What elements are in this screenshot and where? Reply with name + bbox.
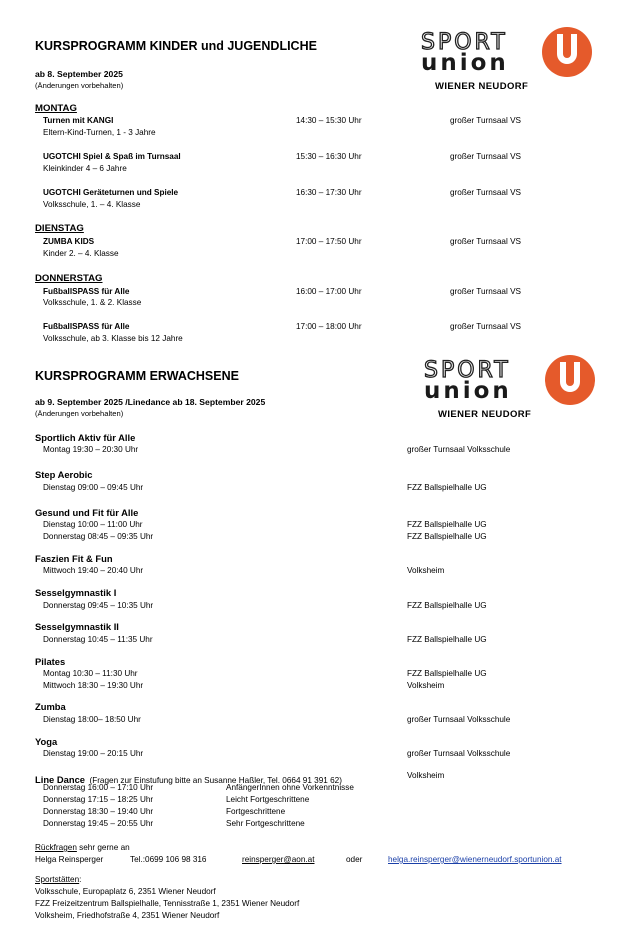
course-name: UGOTCHI Spiel & Spaß im Turnsaal [43, 152, 181, 161]
day-tuesday: DIENSTAG [35, 223, 84, 234]
union-u-icon [544, 354, 596, 406]
course-desc: Eltern-Kind-Turnen, 1 - 3 Jahre [43, 128, 156, 137]
course-desc: Volksschule, 1. & 2. Klasse [43, 298, 142, 307]
course-name: Pilates [35, 656, 66, 667]
adults-start-date: ab 9. September 2025 /Linedance ab 18. September 2025 [35, 397, 266, 407]
course-time: Dienstag 10:00 – 11:00 Uhr [43, 520, 143, 529]
venues-colon: : [79, 875, 82, 884]
course-desc: Kleinkinder 4 – 6 Jahre [43, 164, 127, 173]
venue-item: Volksschule, Europaplatz 6, 2351 Wiener Neudorf [35, 887, 216, 896]
course-name: Zumba [35, 701, 66, 712]
contact-heading [35, 843, 130, 852]
course-name: Sesselgymnastik II [35, 621, 119, 632]
course-name: ZUMBA KIDS [43, 237, 95, 246]
kids-title: KURSPROGRAMM KINDER und JUGENDLICHE [35, 39, 317, 53]
course-time: 14:30 – 15:30 Uhr [296, 116, 362, 125]
adults-note: (Änderungen vorbehalten) [35, 409, 124, 418]
union-u-icon [541, 26, 593, 78]
course-level: Leicht Fortgeschrittene [226, 795, 310, 804]
course-time: Donnerstag 17:15 – 18:25 Uhr [43, 795, 154, 804]
course-time: Donnerstag 08:45 – 09:35 Uhr [43, 532, 154, 541]
course-place: großer Turnsaal VS [450, 152, 521, 161]
course-name: UGOTCHI Geräteturnen und Spiele [43, 188, 179, 197]
linedance-info: (Fragen zur Einstufung bitte an Susanne Haßler, Tel. 0664 91 391 62) [89, 776, 342, 785]
course-desc: Volksschule, ab 3. Klasse bis 12 Jahre [43, 334, 183, 343]
contact-email-link[interactable]: reinsperger@aon.at [242, 855, 315, 864]
contact-name: Helga Reinsperger [35, 855, 104, 864]
course-time: 15:30 – 16:30 Uhr [296, 152, 362, 161]
course-time: 16:30 – 17:30 Uhr [296, 188, 362, 197]
course-name: Step Aerobic [35, 469, 93, 480]
venues-label: Sportstätten [35, 875, 80, 884]
course-name: Line Dance [35, 774, 86, 785]
course-name: Gesund und Fit für Alle [35, 507, 139, 518]
course-place: FZZ Ballspielhalle UG [407, 483, 487, 492]
venue-item: Volksheim, Friedhofstraße 4, 2351 Wiener Neudorf [35, 911, 220, 920]
course-name: Turnen mit KANGI [43, 116, 114, 125]
contact-label-rest: sehr gerne an [76, 843, 130, 852]
course-time: Donnerstag 10:45 – 11:35 Uhr [43, 635, 153, 644]
course-place: großer Turnsaal Volksschule [407, 715, 511, 724]
course-place: Volksheim [407, 771, 445, 780]
course-place: Volksheim [407, 566, 445, 575]
course-time: Donnerstag 18:30 – 19:40 Uhr [43, 807, 154, 816]
course-place: FZZ Ballspielhalle UG [407, 669, 487, 678]
adults-title: KURSPROGRAMM ERWACHSENE [35, 369, 239, 383]
course-level: Sehr Fortgeschrittene [226, 819, 305, 828]
course-place: FZZ Ballspielhalle UG [407, 601, 487, 610]
contact-or: oder [346, 855, 363, 864]
course-time: Mittwoch 18:30 – 19:30 Uhr [43, 681, 144, 690]
course-time: Donnerstag 16:00 – 17:10 Uhr [43, 783, 154, 792]
course-place: großer Turnsaal VS [450, 237, 521, 246]
sportunion-logo-top [421, 30, 596, 90]
logo-subtitle: WIENER NEUDORF [438, 409, 532, 420]
logo-union-text: union [424, 378, 512, 404]
logo-sport-text: SPORT [421, 30, 508, 55]
course-time: Mittwoch 19:40 – 20:40 Uhr [43, 566, 144, 575]
logo-subtitle: WIENER NEUDORF [435, 81, 529, 92]
course-time: Donnerstag 19:45 – 20:55 Uhr [43, 819, 154, 828]
venues-heading [35, 875, 81, 884]
course-place: großer Turnsaal Volksschule [407, 445, 511, 454]
sportunion-logo-adults [424, 358, 599, 418]
day-thursday: DONNERSTAG [35, 273, 103, 284]
course-place: großer Turnsaal VS [450, 322, 521, 331]
course-place: großer Turnsaal VS [450, 287, 521, 296]
course-place: großer Turnsaal VS [450, 188, 521, 197]
course-time: Dienstag 19:00 – 20:15 Uhr [43, 749, 144, 758]
kids-start-date: ab 8. September 2025 [35, 69, 123, 79]
logo-sport-text: SPORT [424, 358, 511, 383]
contact-email-link-2[interactable]: helga.reinsperger@wienerneudorf.sportunion.at [388, 855, 562, 864]
course-time: 16:00 – 17:00 Uhr [296, 287, 362, 296]
course-name: Sportlich Aktiv für Alle [35, 432, 136, 443]
course-time: Dienstag 09:00 – 09:45 Uhr [43, 483, 144, 492]
kids-note: (Änderungen vorbehalten) [35, 81, 124, 90]
course-level: Fortgeschrittene [226, 807, 286, 816]
course-name: FußballSPASS für Alle [43, 322, 130, 331]
course-place: FZZ Ballspielhalle UG [407, 520, 487, 529]
course-name: Yoga [35, 736, 58, 747]
course-desc: Volksschule, 1. – 4. Klasse [43, 200, 141, 209]
course-name: Faszien Fit & Fun [35, 553, 113, 564]
course-level: AnfängerInnen ohne Vorkenntnisse [226, 783, 354, 792]
course-time: Montag 19:30 – 20:30 Uhr [43, 445, 139, 454]
course-time: 17:00 – 18:00 Uhr [296, 322, 362, 331]
course-name: Sesselgymnastik I [35, 587, 117, 598]
contact-label: Rückfragen [35, 843, 77, 852]
course-time: 17:00 – 17:50 Uhr [296, 237, 362, 246]
contact-phone: Tel.:0699 106 98 316 [130, 855, 207, 864]
venue-item: FZZ Freizeitzentrum Ballspielhalle, Tennisstraße 1, 2351 Wiener Neudorf [35, 899, 300, 908]
course-place: großer Turnsaal Volksschule [407, 749, 511, 758]
day-monday: MONTAG [35, 103, 77, 114]
course-place: großer Turnsaal VS [450, 116, 521, 125]
course-desc: Kinder 2. – 4. Klasse [43, 249, 119, 258]
course-place: FZZ Ballspielhalle UG [407, 532, 487, 541]
course-time: Donnerstag 09:45 – 10:35 Uhr [43, 601, 154, 610]
course-time: Dienstag 18:00– 18:50 Uhr [43, 715, 141, 724]
course-place: FZZ Ballspielhalle UG [407, 635, 487, 644]
course-time: Montag 10:30 – 11:30 Uhr [43, 669, 138, 678]
course-name: FußballSPASS für Alle [43, 287, 130, 296]
logo-union-text: union [421, 50, 509, 76]
course-place: Volksheim [407, 681, 445, 690]
